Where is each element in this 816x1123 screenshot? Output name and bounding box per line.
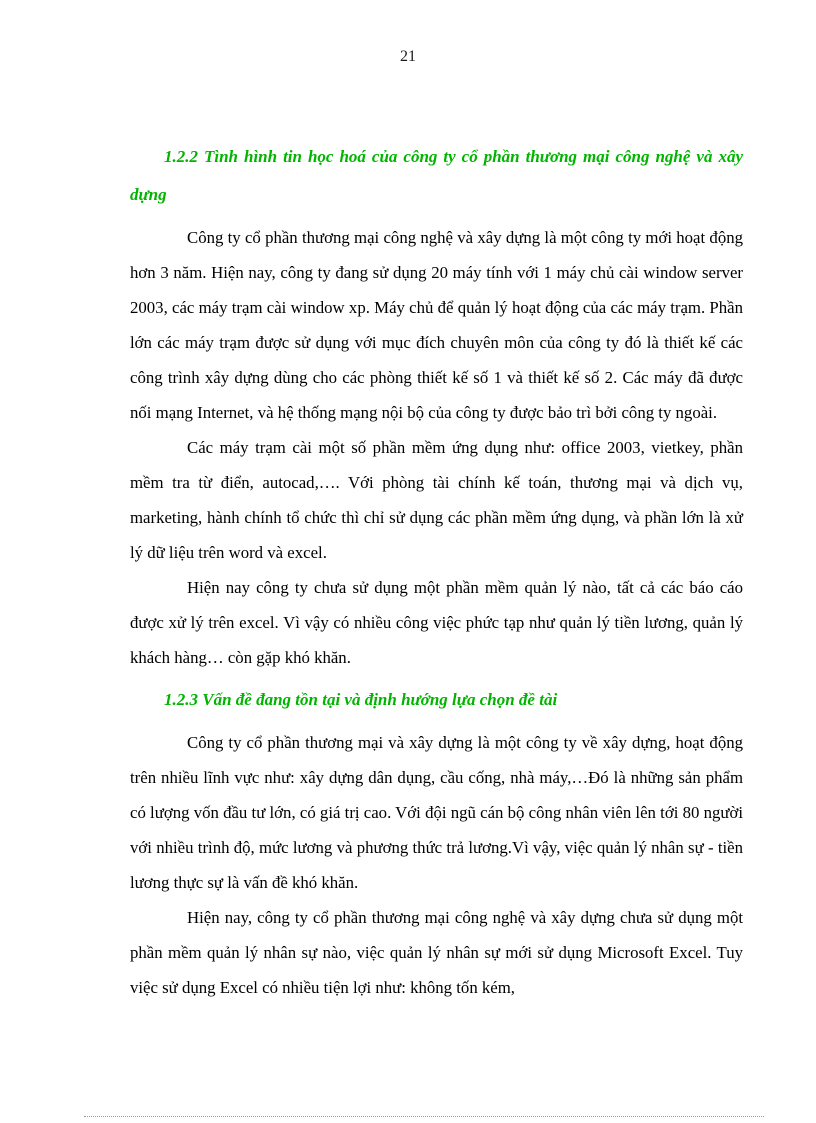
paragraph: Hiện nay, công ty cổ phần thương mại công nghệ và xây dựng chưa sử dụng một phần mềm quản lý nhân sự nào, việc quản lý nhân sự mới sử dụng Microsoft Excel. Tuy việc sử dụng Excel có nhiều tiện lợi như: không tốn kém, <box>130 908 743 997</box>
paragraph: Công ty cổ phần thương mại và xây dựng là một công ty về xây dựng, hoạt động trên nhiều lĩnh vực như: xây dựng dân dụng, cầu cống, nhà máy,…Đó là những sản phẩm có lượng vốn đầu tư lớn, có giá trị cao. Với đội ngũ cán bộ công nhân viên lên tới 80 người với nhiều trình độ, mức lương và phương thức trả lương.Vì vậy, việc quản lý nhân sự - tiền lương thực sự là vấn đề khó khăn. <box>130 733 743 892</box>
paragraph: Công ty cổ phần thương mại công nghệ và xây dựng là một công ty mới hoạt động hơn 3 năm. Hiện nay, công ty đang sử dụng 20 máy tính với 1 máy chủ cài window server 2003, các máy trạm cài window xp. Máy chủ để quản lý hoạt động của các máy trạm. Phần lớn các máy trạm được sử dụng với mục đích chuyên môn của công ty đó là thiết kế các công trình xây dựng dùng cho các phòng thiết kế số 1 và thiết kế số 2. Các máy đã được nối mạng Internet, và hệ thống mạng nội bộ của công ty được bảo trì bởi công ty ngoài. <box>130 228 743 422</box>
section-heading-tin-hoc-hoa: 1.2.2 Tình hình tin học hoá của công ty cổ phần thương mại công nghệ và xây dựng <box>130 147 743 204</box>
page-number: 21 <box>400 48 416 65</box>
page-bottom-dotted-line <box>84 1116 764 1117</box>
paragraph: Các máy trạm cài một số phần mềm ứng dụng như: office 2003, vietkey, phần mềm tra từ điển, autocad,…. Với phòng tài chính kế toán, thương mại và dịch vụ, marketing, hành chính tổ chức thì chỉ sử dụng các phần mềm ứng dụng, và phần lớn là xử lý dữ liệu trên word và excel. <box>130 438 743 562</box>
paragraph: Hiện nay công ty chưa sử dụng một phần mềm quản lý nào, tất cả các báo cáo được xử lý trên excel. Vì vậy có nhiều công việc phức tạp như quản lý tiền lương, quản lý khách hàng… còn gặp khó khăn. <box>130 578 743 667</box>
page-content <box>130 132 743 1005</box>
section-heading-van-de-ton-tai: 1.2.3 Vấn đề đang tồn tại và định hướng lựa chọn đề tài <box>164 690 558 709</box>
